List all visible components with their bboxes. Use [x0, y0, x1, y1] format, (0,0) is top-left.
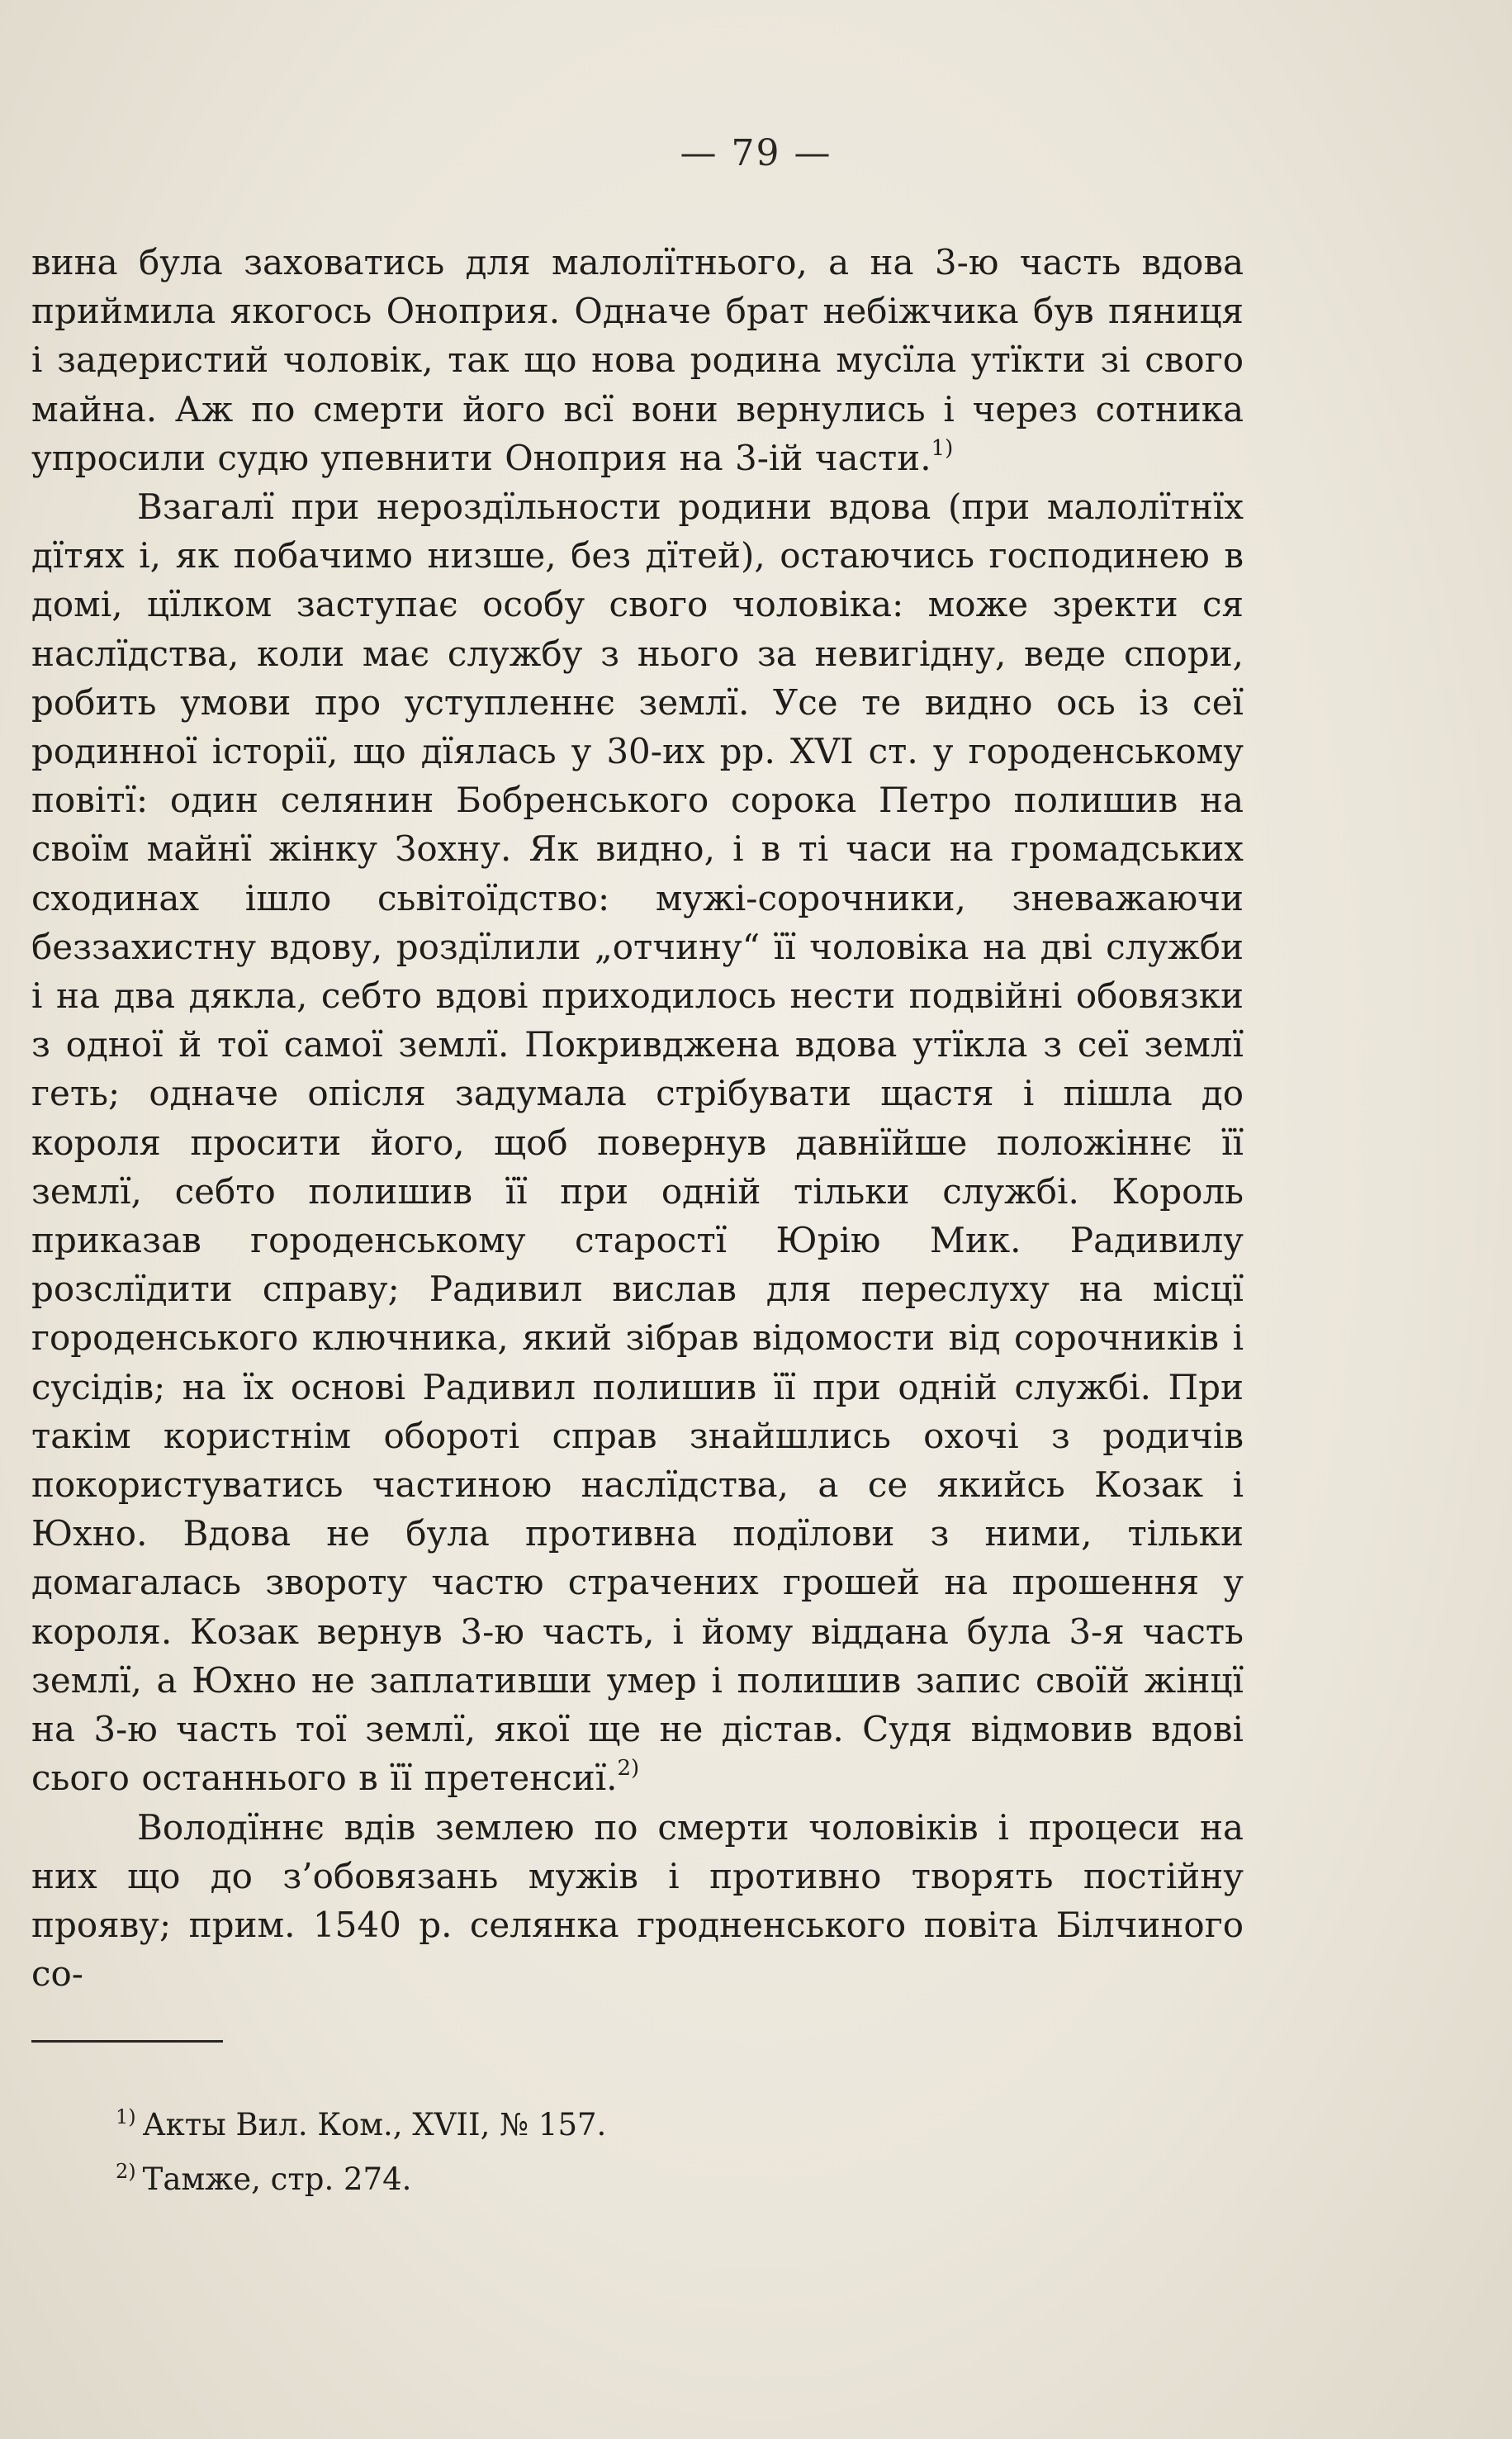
paragraph-text: Володїннє вдів землею по смерти чоловіків і процеси на них що до з’обовязань мужів і противно творять постійну прояву; прим. 1540 р. селянка гродненського повіта Білчиного со- [31, 1806, 1244, 1995]
footnote-ref-1[interactable]: 1) [931, 435, 954, 461]
footnotes [116, 2094, 1189, 2203]
paragraph-1 [31, 238, 1244, 482]
footnote-text: Тамже, стр. 274. [142, 2161, 412, 2197]
footnote-ref-2[interactable]: 2) [617, 1756, 640, 1782]
paragraph-text: Взагалї при нероздїльности родини вдова (при малолїтнїх дїтях і, як побачимо низше, без дїтей), остаючись господинею в домі, цїлком заступає особу свого чоловіка: може зректи ся наслїдства, коли має службу з нього за невигідну, веде спори, робить умови про уступленнє землї. Усе те видно ось із сеї родинної історії, що дїялась у 30-их рр. XVI ст. у городенському повітї: один селянин Бобренського сорока Петро полишив на своїм майнї жінку Зохну. Як видно, і в ті часи на громадських сходинах ішло сьвітоїдство: мужі-сорочники, зневажаючи беззахистну вдову, роздїлили „отчину“ її чоловіка на дві служби і на два дякла, себто вдові приходилось нести подвійні обовязки з одної й тої самої землї. Покривджена вдова утїкла з сеї землї геть; одначе опісля задумала стрібувати щастя і пішла до короля просити його, щоб повернув давнїйше положіннє її землї, себто полишив її при одній тільки службі. Король приказав городенському старостї Юрію Мик. Радивилу розслїдити справу; Радивил вислав для переслуху на місцї городенського ключника, який зібрав відомости від сорочників і сусідів; на їх основі Радивил полишив її при одній службі. При такім користнім обороті справ знайшлись охочі з родичів покористуватись частиною наслїдства, а се якийсь Козак і Юхно. Вдова не була противна подїлови з ними, тільки домагалась звороту частю страчених грошей на прошення у короля. Козак вернув 3-ю часть, і йому віддана була 3-я часть землї, а Юхно не заплативши умер і полишив запис своїй жінцї на 3-ю часть тої землї, якої ще не дістав. Судя відмовив вдові сього останнього в її претенсиї. [31, 486, 1244, 1799]
footnote-divider [31, 2040, 223, 2043]
footnote-1 [116, 2094, 1189, 2148]
footnote-text: Акты Вил. Ком., XVII, № 157. [142, 2107, 607, 2142]
paragraph-2 [31, 482, 1244, 1802]
paragraph-text: вина була заховатись для малолїтнього, а на 3-ю часть вдова приймила якогось Оноприя. Одначе брат небіжчика був пяниця і задеристий чоловік, так що нова родина мусїла утїкти зі свого майна. Аж по смерти його всї вони вернулись і через сотника упросили судю упевнити Оноприя на 3-ій части. [31, 242, 1244, 478]
footnote-2 [116, 2148, 1189, 2203]
footnote-marker: 2) [116, 2160, 136, 2183]
paragraph-3 [31, 1803, 1244, 1999]
body-text [31, 238, 1244, 1998]
page-number: — 79 — [680, 132, 832, 174]
footnote-marker: 1) [116, 2105, 136, 2128]
